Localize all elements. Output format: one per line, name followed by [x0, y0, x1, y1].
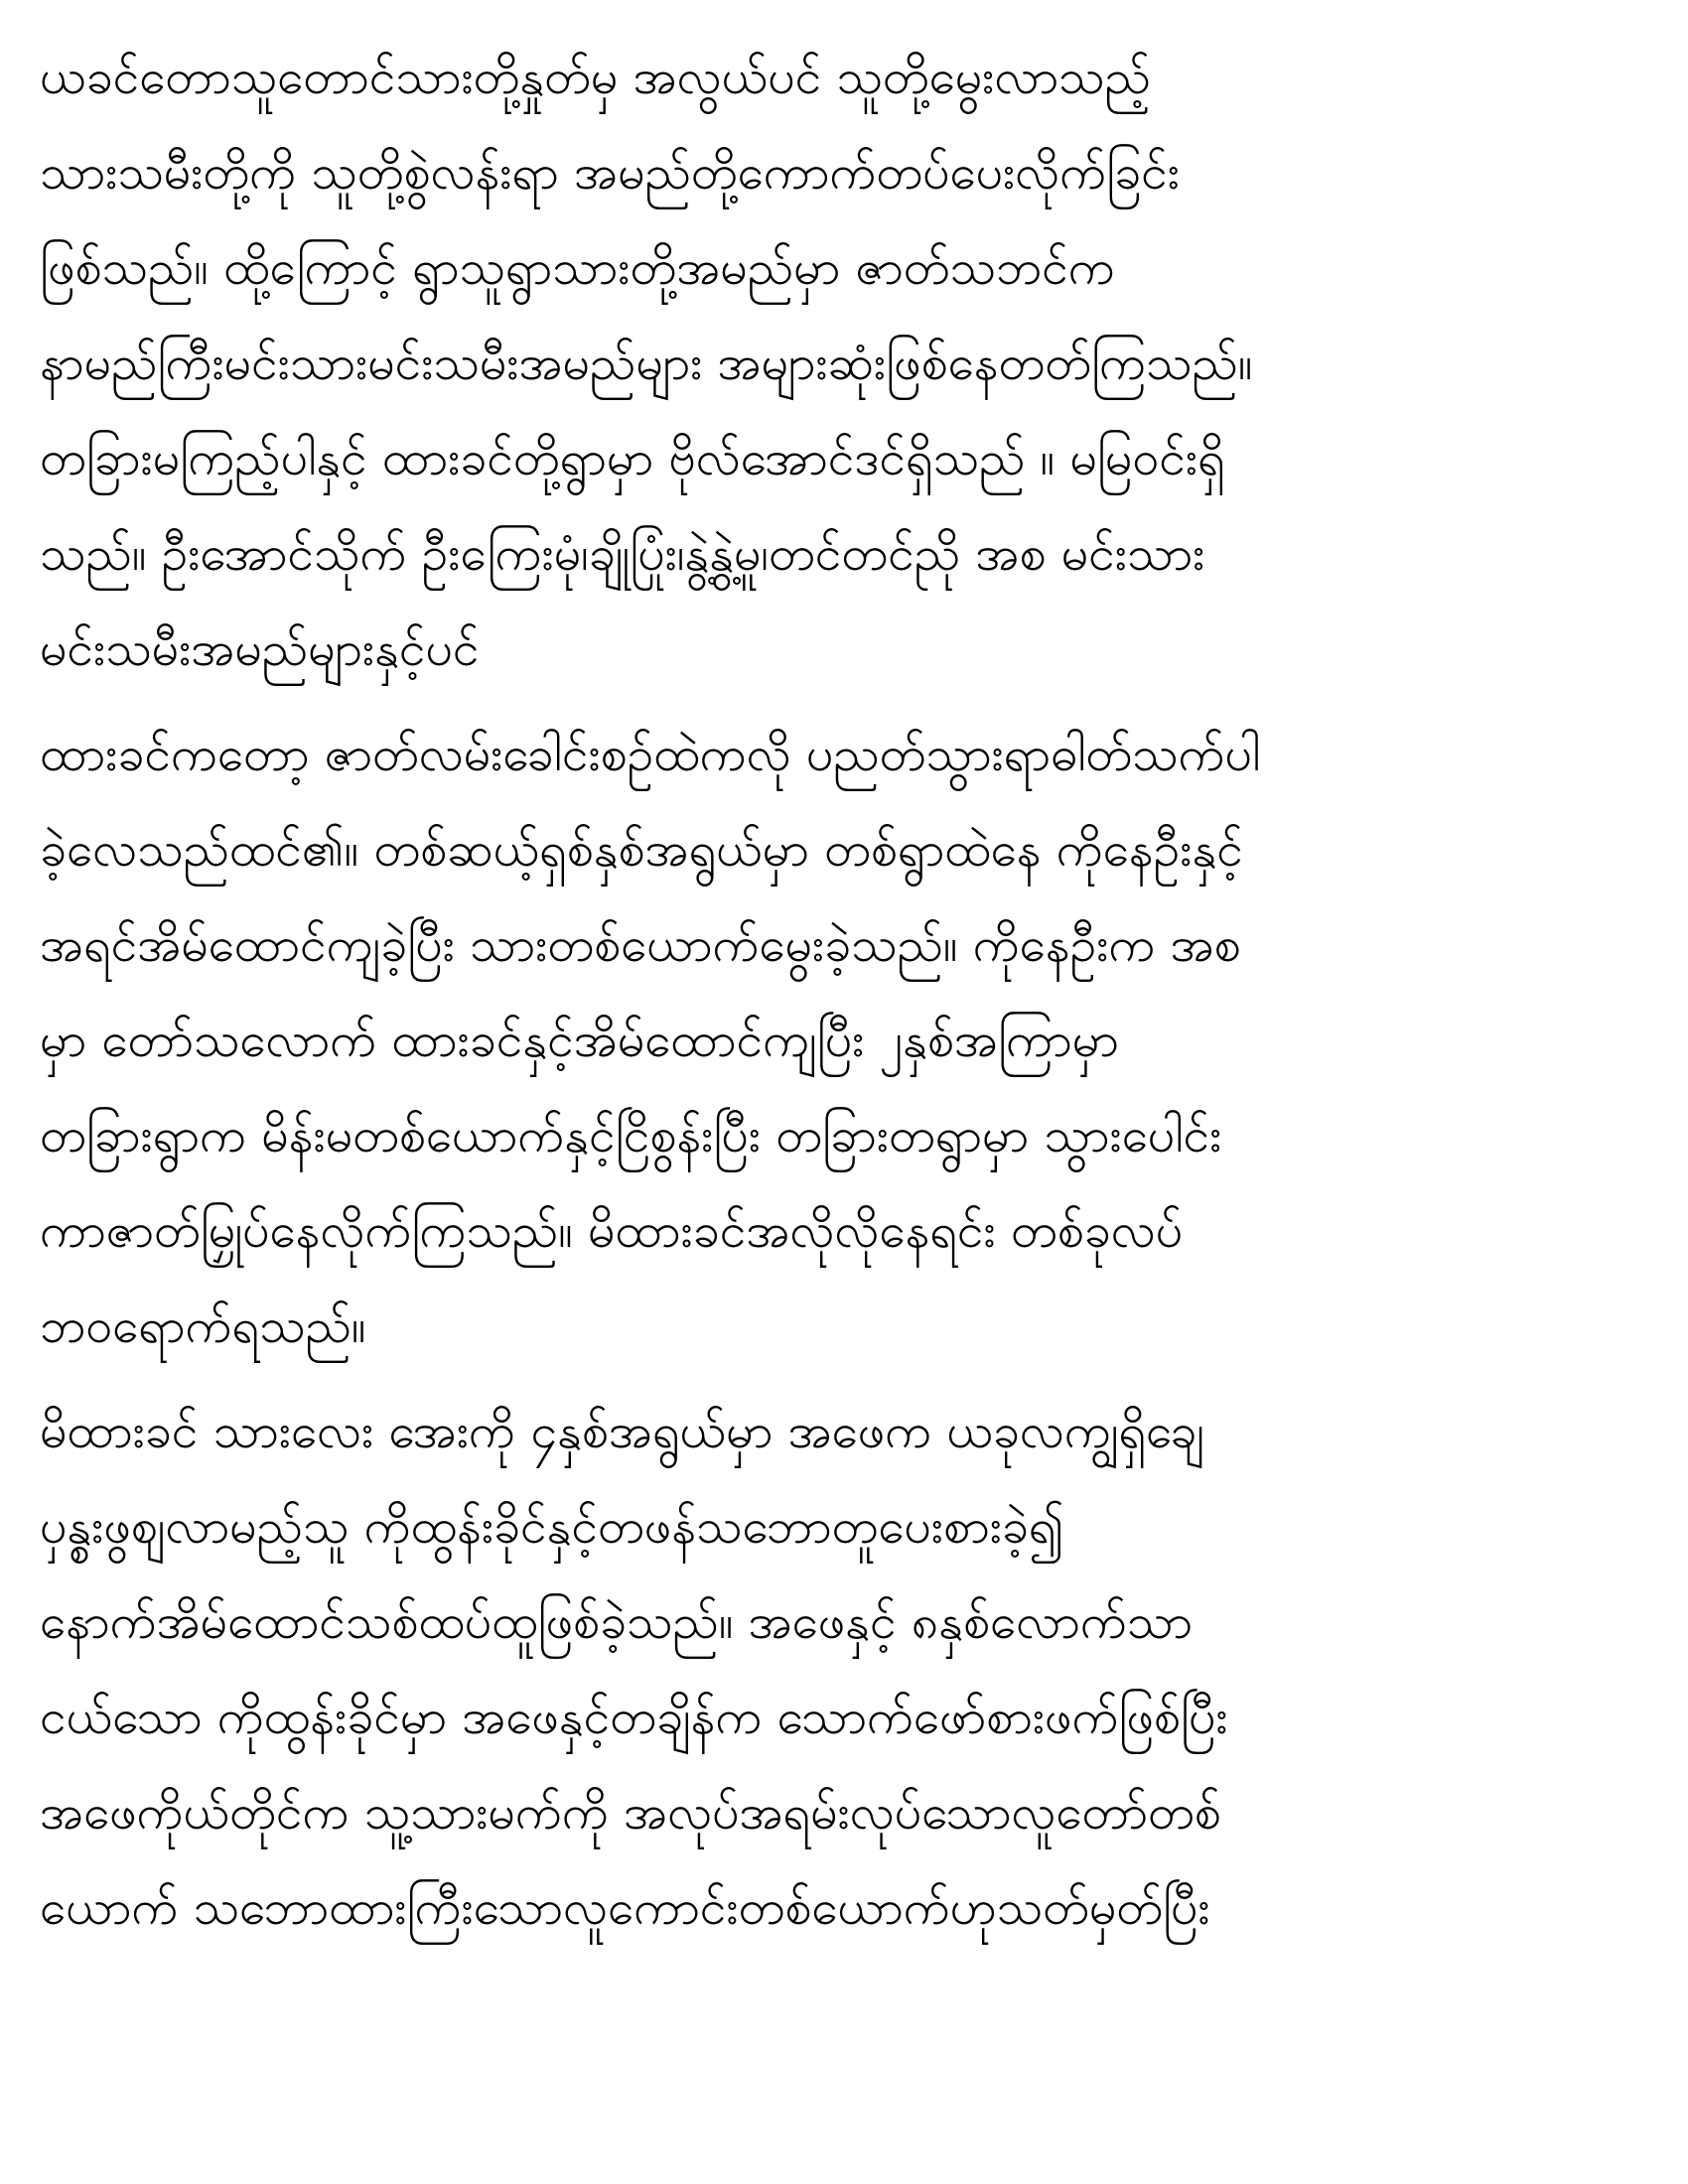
text-line: ကာဇာတ်မြှုပ်နေလိုက်ကြသည်။ မိထားခင်အလိုလိုနေရင်း တစ်ခုလပ်: [40, 1203, 1184, 1259]
text-line: ပှန္စးဖွစျလာမည့်သူ ကိုထွန်းခိုင်နှင့်တဖန်သဘောတူပေးစားခဲ့၍: [40, 1499, 1064, 1555]
text-line: ငယ်သော ကိုထွန်းခိုင်မှာ အဖေနှင့်တချိန်က သောက်ဖော်စားဖက်ဖြစ်ပြီး: [40, 1690, 1228, 1745]
text-line: အဖေကိုယ်တိုင်က သူ့သားမက်ကို အလုပ်အရမ်းလုပ်သောလူတော်တစ်: [40, 1785, 1221, 1841]
text-line: ခဲ့လေသည်ထင်၏။ တစ်ဆယ့်ရှစ်နှစ်အရွယ်မှာ တစ်ရွာထဲနေ ကိုနေဦးနှင့်: [40, 822, 1243, 878]
text-line: ထားခင်ကတော့ ဇာတ်လမ်းခေါင်းစဉ်ထဲကလို ပညတ်သွားရာဓါတ်သက်ပါ: [40, 727, 1261, 782]
text-line: ဘဝရောက်ရသည်။: [40, 1298, 366, 1354]
text-line: နောက်အိမ်ထောင်သစ်ထပ်ထူဖြစ်ခဲ့သည်။ အဖေနှင့် ၈နှစ်လောက်သာ: [40, 1594, 1193, 1650]
paragraph-3: [40, 1384, 1648, 1956]
text-line: မိထားခင် သားလေး အေးကို ၄နှစ်အရွယ်မှာ အဖေက ယခုလကျွရှိချေ: [40, 1404, 1204, 1459]
text-line: နာမည်ကြီးမင်းသားမင်းသမီးအမည်များ အများဆုံးဖြစ်နေတတ်ကြသည်။: [40, 336, 1253, 391]
paragraph-2: [40, 707, 1648, 1374]
paragraph-1: [40, 30, 1648, 697]
paragraph-gap: [40, 697, 1648, 707]
text-line: တခြားမကြည့်ပါနှင့် ထားခင်တို့ရွာမှာ ဗိုလ်အောင်ဒင်ရှိသည် ။ မမြဝင်းရှိ: [40, 431, 1225, 486]
text-line: သားသမီးတို့ကို သူတို့စွဲလန်းရာ အမည်တို့ကောက်တပ်ပေးလိုက်ခြင်း: [40, 145, 1180, 201]
text-line: ယောက် သဘောထားကြီးသောလူကောင်းတစ်ယောက်ဟုသတ်မှတ်ပြီး: [40, 1880, 1210, 1936]
text-line: မှာ တော်သလောက် ထားခင်နှင့်အိမ်ထောင်ကျပြီး ၂နှစ်အကြာမှာ: [40, 1013, 1119, 1068]
text-line: တခြားရွာက မိန်းမတစ်ယောက်နှင့်ငြိစွန်းပြီး တခြားတရွာမှာ သွားပေါင်း: [40, 1108, 1222, 1163]
paragraph-gap: [40, 1374, 1648, 1384]
text-line: ဖြစ်သည်။ ထို့ကြောင့် ရွာသူရွာသားတို့အမည်မှာ ဇာတ်သဘင်က: [40, 240, 1115, 296]
text-line: ယခင်တောသူတောင်သားတို့နှုတ်မှ အလွယ်ပင် သူတို့မွေးလာသည့်: [40, 50, 1151, 105]
document-page: [40, 30, 1648, 1956]
text-line: မင်းသမီးအမည်များနှင့်ပင်: [40, 621, 480, 677]
text-line: သည်။ ဦးအောင်သိုက် ဦးကြေးမုံ၊ချိုပြုံး၊နွဲ့နွဲ့မူ၊တင်တင်ညို အစ မင်းသား: [40, 526, 1205, 582]
text-line: အရင်အိမ်ထောင်ကျခဲ့ပြီး သားတစ်ယောက်မွေးခဲ့သည်။ ကိုနေဦးက အစ: [40, 917, 1241, 973]
